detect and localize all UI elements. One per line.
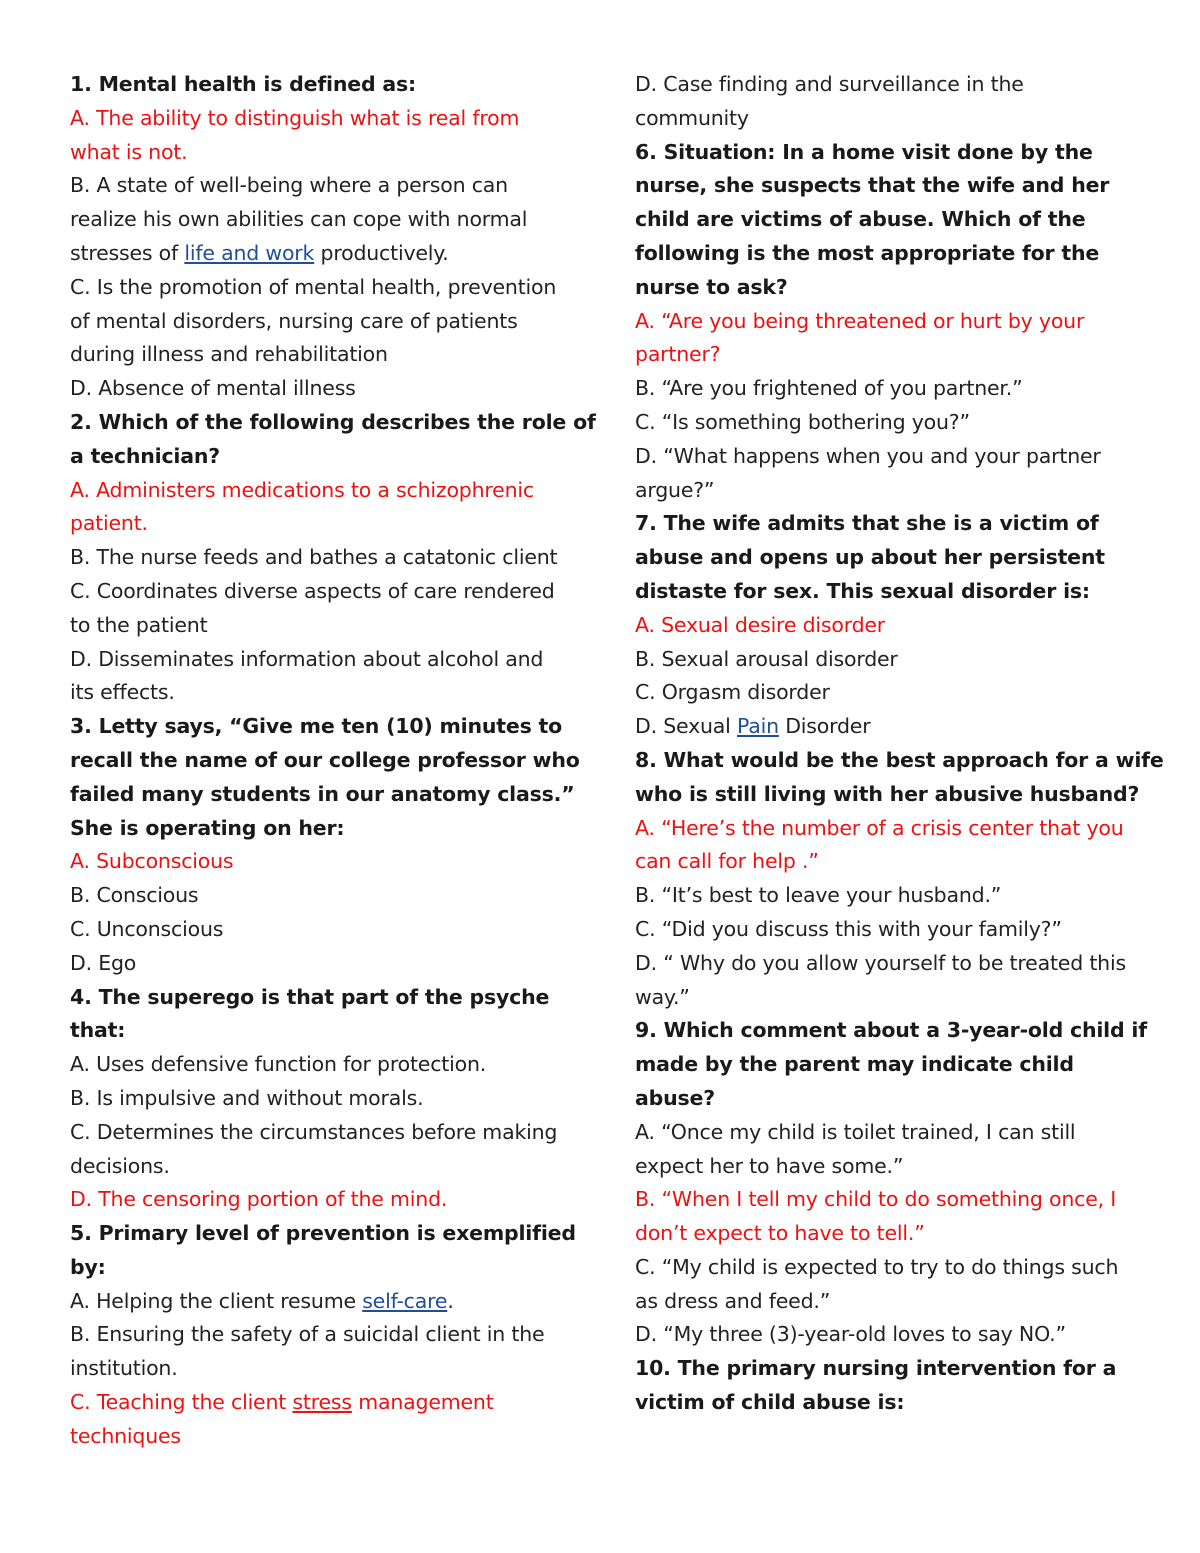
option-line: argue?” <box>635 477 715 502</box>
option-line: way.” <box>635 984 690 1009</box>
inline-link[interactable]: life and work <box>184 240 315 265</box>
correct-answer-line: D. The censoring portion of the mind. <box>70 1187 448 1212</box>
option-line: community <box>635 105 749 130</box>
right-column <box>635 68 1164 1420</box>
option-line: C. “Did you discuss this with your family?” <box>635 916 1062 941</box>
question-line: She is operating on her: <box>70 815 345 840</box>
correct-answer-line: A. Subconscious <box>70 849 234 874</box>
correct-answer-line: what is not. <box>70 139 188 164</box>
correct-answer-line: can call for help .” <box>635 849 819 874</box>
question-line: 5. Primary level of prevention is exemplified <box>70 1221 576 1246</box>
option-line: B. Sexual arousal disorder <box>635 646 898 671</box>
option-line: of mental disorders, nursing care of patients <box>70 308 518 333</box>
question-line: abuse? <box>635 1085 715 1110</box>
correct-answer-line: A. Sexual desire disorder <box>635 612 886 637</box>
correct-answer-line: A. Administers medications to a schizophrenic <box>70 477 534 502</box>
line-text-pre: C. Teaching the client <box>70 1390 293 1415</box>
option-line: institution. <box>70 1356 178 1381</box>
option-line: to the patient <box>70 612 208 637</box>
option-line <box>635 710 1135 744</box>
option-line: B. Is impulsive and without morals. <box>70 1085 424 1110</box>
option-line: C. Coordinates diverse aspects of care rendered <box>70 578 555 603</box>
question-line: 4. The superego is that part of the psyche <box>70 984 550 1009</box>
line-text-pre: A. Helping the client resume <box>70 1288 363 1313</box>
option-line: D. “My three (3)-year-old loves to say NO.” <box>635 1322 1066 1347</box>
question-line: recall the name of our college professor who <box>70 747 580 772</box>
question-line: nurse, she suspects that the wife and her <box>635 173 1110 198</box>
line-text-pre: D. Sexual <box>635 714 737 739</box>
option-line: its effects. <box>70 680 175 705</box>
line-text-pre: stresses of <box>70 240 185 265</box>
option-line: C. Orgasm disorder <box>635 680 830 705</box>
inline-link[interactable]: Pain <box>736 714 779 739</box>
question-line: 8. What would be the best approach for a wife <box>635 747 1164 772</box>
left-column <box>70 68 596 1454</box>
correct-answer-line: A. “Here’s the number of a crisis center that you <box>635 815 1124 840</box>
correct-answer-line: A. The ability to distinguish what is real from <box>70 105 520 130</box>
option-line: decisions. <box>70 1153 170 1178</box>
question-line: 6. Situation: In a home visit done by the <box>635 139 1093 164</box>
option-line <box>70 1285 570 1319</box>
option-line: D. Absence of mental illness <box>70 376 356 401</box>
option-line: realize his own abilities can cope with normal <box>70 207 528 232</box>
option-line: during illness and rehabilitation <box>70 342 388 367</box>
correct-answer-line: A. “Are you being threatened or hurt by your <box>635 308 1085 333</box>
correct-answer-line: techniques <box>70 1423 181 1448</box>
option-line: B. A state of well-being where a person can <box>70 173 508 198</box>
option-line: expect her to have some.” <box>635 1153 904 1178</box>
question-line: by: <box>70 1254 106 1279</box>
correct-answer-line: don’t expect to have to tell.” <box>635 1221 925 1246</box>
option-line: C. Determines the circumstances before making <box>70 1119 558 1144</box>
question-line: 9. Which comment about a 3-year-old child if <box>635 1018 1147 1043</box>
question-line: made by the parent may indicate child <box>635 1052 1074 1077</box>
question-line: that: <box>70 1018 126 1043</box>
question-line: child are victims of abuse. Which of the <box>635 207 1086 232</box>
question-line: nurse to ask? <box>635 274 788 299</box>
line-text-post: Disorder <box>778 714 871 739</box>
option-line: as dress and feed.” <box>635 1288 831 1313</box>
option-line <box>70 237 570 271</box>
correct-answer-line: B. “When I tell my child to do something once, I <box>635 1187 1117 1212</box>
option-line: B. The nurse feeds and bathes a catatonic client <box>70 545 558 570</box>
line-text-post: productively. <box>314 240 449 265</box>
option-line: B. “It’s best to leave your husband.” <box>635 883 1002 908</box>
question-line: 10. The primary nursing intervention for a <box>635 1356 1117 1381</box>
question-line: 1. Mental health is defined as: <box>70 72 417 96</box>
question-line: 7. The wife admits that she is a victim of <box>635 511 1099 536</box>
option-line: C. “Is something bothering you?” <box>635 409 970 434</box>
question-line: who is still living with her abusive husband? <box>635 781 1140 806</box>
option-line: B. “Are you frightened of you partner.” <box>635 376 1023 401</box>
option-line: D. Ego <box>70 950 137 975</box>
inline-link[interactable]: stress <box>292 1390 352 1415</box>
question-line: 3. Letty says, “Give me ten (10) minutes to <box>70 714 563 739</box>
option-line: A. “Once my child is toilet trained, I can still <box>635 1119 1076 1144</box>
question-line: abuse and opens up about her persistent <box>635 545 1105 570</box>
question-line: distaste for sex. This sexual disorder is: <box>635 578 1090 603</box>
option-line: A. Uses defensive function for protection. <box>70 1052 487 1077</box>
question-line: victim of child abuse is: <box>635 1390 905 1415</box>
option-line: C. Unconscious <box>70 916 224 941</box>
question-line: following is the most appropriate for the <box>635 240 1100 265</box>
correct-answer-line: partner? <box>635 342 721 367</box>
line-text-post: . <box>447 1288 454 1313</box>
question-line: a technician? <box>70 443 220 468</box>
option-line: D. Disseminates information about alcohol and <box>70 646 544 671</box>
option-line: D. “What happens when you and your partner <box>635 443 1101 468</box>
correct-answer-line <box>70 1386 570 1420</box>
option-line: C. Is the promotion of mental health, prevention <box>70 274 557 299</box>
correct-answer-line: patient. <box>70 511 148 536</box>
option-line: D. Case finding and surveillance in the <box>635 72 1024 96</box>
question-line: failed many students in our anatomy class.” <box>70 781 575 806</box>
inline-link[interactable]: self-care <box>362 1288 448 1313</box>
option-line: B. Conscious <box>70 883 199 908</box>
option-line: B. Ensuring the safety of a suicidal client in the <box>70 1322 545 1347</box>
question-line: 2. Which of the following describes the role of <box>70 409 596 434</box>
line-text-post: management <box>351 1390 494 1415</box>
option-line: D. “ Why do you allow yourself to be treated this <box>635 950 1126 975</box>
option-line: C. “My child is expected to try to do things such <box>635 1254 1119 1279</box>
